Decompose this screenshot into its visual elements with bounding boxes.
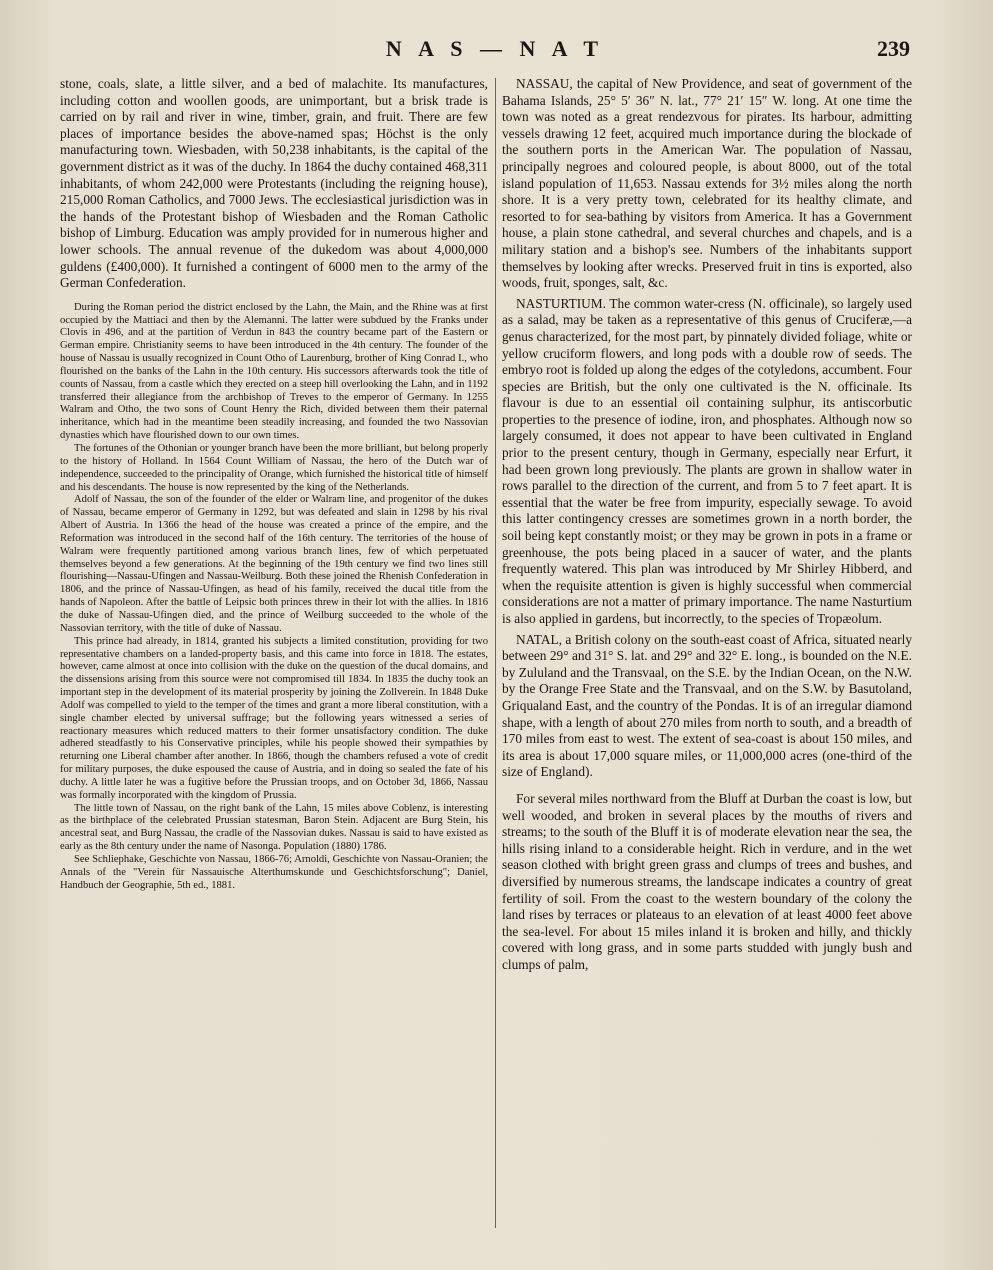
page-header — [80, 36, 910, 70]
entry-nasturtium: NASTURTIUM. The common water-cress (N. officinale), so largely used as a salad, may be taken as a representative of this genus of Cruciferæ,—a genus characterized, for the most part, by pinnately divided foliage, white or yellow cruciform flowers, and long pods with a double row of seeds. The embryo root is folded up along the edges of the cotyledons, accumbent. Four species are British, but the only one cultivated is the N. officinale. Its flavour is due to an essential oil containing sulphur, its antiscorbutic properties to the presence of iodine, iron, and phosphates. Although now so largely consumed, it does not appear to have been cultivated in England prior to the present century, though in Germany, especially near Erfurt, it had been grown long previously. The plants are grown in shallow water in rows parallel to the direction of the current, and from 5 to 7 feet apart. It is essential that the water be free from impurity, especially sewage. To avoid this latter contingency cresses are sometimes grown in a north border, the soil being kept constantly moist; or they may be grown in pots in a frame or greenhouse, the pots being placed in a saucer of water, and the plants frequently watered. This plan was introduced by Mr Shirley Hibberd, and when the requisite attention is given is highly successful when commercial considerations are not a matter of primary importance. The name Nasturtium is also applied in gardens, but incorrectly, to the species of Tropæolum. — [502, 295, 912, 626]
history-paragraph-town-of-nassau: The little town of Nassau, on the right bank of the Lahn, 15 miles above Coblenz, is interesting as the birthplace of the celebrated Prussian statesman, Baron Stein. Adjacent are Burg Stein, his ancestral seat, and Burg Nassau, the cradle of the Nassovian dukes. Nassau is said to have existed as early as the 8th century under the name of Nasonga. Population (1880) 1786. — [60, 802, 488, 853]
history-paragraph-constitution: This prince had already, in 1814, granted his subjects a limited constitution, providing for two representative chambers on a landed-property basis, and this came into force in 1818. The estates, however, came almost at once into collision with the duke on the question of the ducal domains, and the dissensions arising from this source were not compromised till 1834. In 1835 the duchy took an important step in the development of its material prosperity by joining the Zollverein. In 1848 Duke Adolf was compelled to yield to the temper of the times and grant a more liberal constitution, with a single chamber elected by universal suffrage; but the following years witnessed a series of reactionary measures which reduced matters to their former unsatisfactory condition. The duke adhered steadfastly to his Conservative principles, while his people showed their sympathies by returning one Liberal chamber after another. In 1866, though the chambers refused a vote of credit for military purposes, the duke espoused the cause of Austria, and in doing so sealed the fate of his duchy. A little later he was a fugitive before the Prussian troops, and on October 3d, 1866, Nassau was formally incorporated with the kingdom of Prussia. — [60, 635, 488, 801]
left-column — [60, 76, 488, 1256]
bibliography-note: See Schliephake, Geschichte von Nassau, 1866-76; Arnoldi, Geschichte von Nassau-Oranien; the Annals of the "Verein für Nassauische Alterthumskunde und Geschichtsforschung"; Daniel, Handbuch der Geographie, 5th ed., 1881. — [60, 854, 488, 891]
history-paragraph-othonian-branch: The fortunes of the Othonian or younger branch have been the more brilliant, but belong properly to the history of Holland. In 1564 Count William of Nassau, the hero of the Dutch war of independence, succeeded to the principality of Orange, which furnished the historical title of himself and his descendants. The house is now represented by the king of the Netherlands. — [60, 443, 488, 493]
natal-coast-paragraph: For several miles northward from the Bluff at Durban the coast is low, but well wooded, and broken in several places by the mouths of rivers and streams; to the south of the Bluff it is of moderate elevation near the sea, the hills rising inland to a considerable height. Rich in verdure, and in the wet season clothed with bright green grass and clumps of trees and bushes, and diversified by numerous streams, the landscape indicates a country of great fertility of soil. From the coast to the western boundary of the colony the land rises by terraces or plateaus to an elevation of at least 4000 feet above the sea-level. For about 15 miles inland it is broken and hilly, and thickly covered with long grass, and in some parts studded with jungly bush and clumps of palm, — [502, 790, 912, 972]
right-column — [502, 76, 912, 1256]
nassau-duchy-paragraph: stone, coals, slate, a little silver, and a bed of malachite. Its manufactures, including cotton and woollen goods, are unimportant, but a brisk trade is carried on by rail and river in wine, timber, grain, and fruit. There are few places of importance besides the above-named spas; Höchst is the only manufacturing town. Wiesbaden, with 50,238 inhabitants, is the capital of the government district as it was of the duchy. In 1864 the duchy contained 468,311 inhabitants, of whom 242,000 were Protestants (including the reigning house), 215,000 Roman Catholics, and 7000 Jews. The ecclesiastical jurisdiction was in the hands of the Protestant bishop of Wiesbaden and the Roman Catholic bishop of Limburg. Education was amply provided for in numerous higher and lower schools. The annual revenue of the dukedom was about 4,000,000 guldens (£400,000). It furnished a contingent of 6000 men to the army of the German Confederation. — [60, 76, 488, 291]
history-paragraph-roman-period: During the Roman period the district enclosed by the Lahn, the Main, and the Rhine was at first occupied by the Mattiaci and then by the Alemanni. The latter were subdued by the Franks under Clovis in 496, and at the partition of Verdun in 843 the country became part of the Eastern or German empire. Christianity seems to have been introduced in the 4th century. The founder of the house of Nassau is usually recognized in Count Otho of Laurenburg, brother of King Conrad I., who flourished on the banks of the Lahn in the 10th century. His successors afterwards took the title of counts of Nassau, from a castle which they erected on a steep hill overlooking the Lahn, and in 1192 transferred their allegiance from the archbishop of Treves to the emperor of Germany. In 1255 Walram and Otho, the two sons of Count Henry the Rich, divided between them their paternal inheritance, which had in the meantime been steadily increasing, and founded the two Nassovian dynasties which have flourished down to our own times. — [60, 301, 488, 442]
entry-natal: NATAL, a British colony on the south-east coast of Africa, situated nearly between 29° and 31° S. lat. and 29° and 32° E. long., is bounded on the N.E. by Zululand and the Transvaal, on the S.E. by the Indian Ocean, on the N.W. by the Orange Free State and the Transvaal, and on the S.W. by Basutoland, Griqualand East, and the country of the Pondas. It is of an irregular diamond shape, with a length of about 270 miles from north to south, and a breadth of 170 miles from east to west. The extent of sea-coast is about 150 miles, and its area is about 17,000 square miles, or 11,000,000 acres (one-third of the size of England). — [502, 631, 912, 780]
entry-nassau-bahamas: NASSAU, the capital of New Providence, and seat of government of the Bahama Islands, 25° 5′ 36″ N. lat., 77° 21′ 15″ W. long. At one time the town was noted as a great rendezvous for pirates. Its harbour, admitting vessels drawing 12 feet, acquired much importance during the blockade of the southern ports in the American War. The population of Nassau, principally negroes and coloured people, is about 8000, out of the total island population of 11,653. Nassau extends for 3½ miles along the north shore. It is a very pretty town, celebrated for its healthy climate, and resorted to for sea-bathing by visitors from America. It has a Government house, a plain stone cathedral, and several churches and chapels, and is a military station and a bishop's see. Numbers of the inhabitants support themselves by looking after wrecks. Preserved fruit in tins is exported, also woods, fruit, sponges, salt, &c. — [502, 76, 912, 291]
running-head: N A S — N A T — [385, 36, 605, 61]
page-number: 239 — [877, 36, 910, 61]
history-paragraph-walram-line: Adolf of Nassau, the son of the founder of the elder or Walram line, and progenitor of the dukes of Nassau, became emperor of Germany in 1292, but was defeated and slain in 1298 by his rival Albert of Austria. In 1366 the head of the house was created a prince of the empire, and the Reformation was introduced in the second half of the 16th century. The territories of the house of Walram were frequently partitioned among various branch lines, few of which perpetuated themselves beyond a few generations. At the beginning of the 19th century we find two lines still flourishing—Nassau-Ufingen and Nassau-Weilburg. Both these joined the Rhenish Confederation in 1806, and the prince of Nassau-Ufingen, as head of his family, received the ducal title from the hands of Napoleon. After the battle of Leipsic both princes threw in their lot with the allies. In 1816 the duke of Nassau-Ufingen died, and the prince of Weilburg succeeded to the whole of the Nassovian territory, with the title of duke of Nassau. — [60, 494, 488, 634]
column-divider — [495, 78, 496, 1228]
